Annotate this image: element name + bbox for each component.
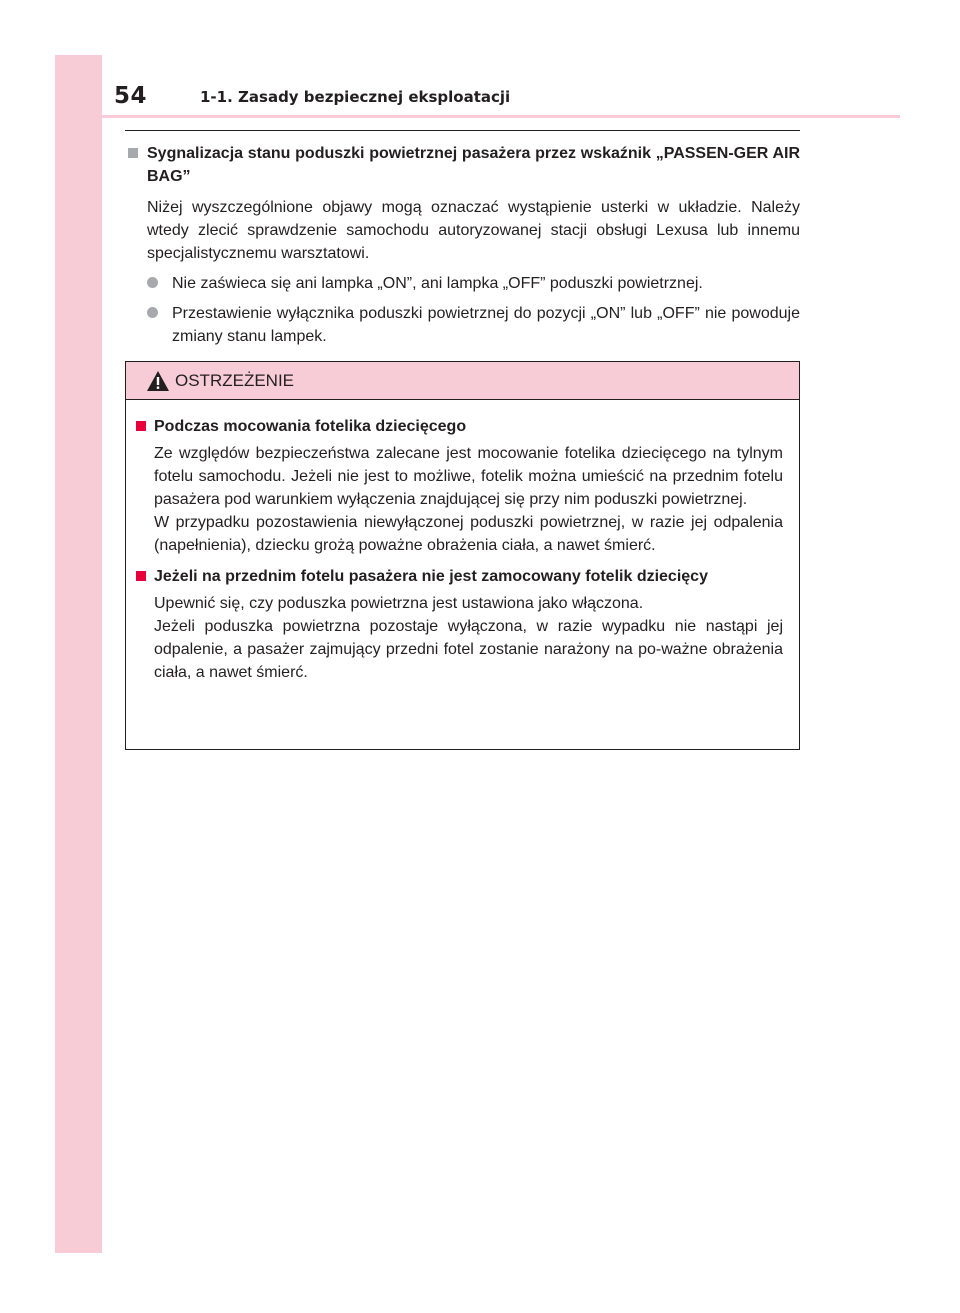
warning-item-heading [136, 415, 783, 438]
main-content [125, 142, 800, 348]
circle-bullet-icon [147, 277, 158, 288]
section-heading-text: Sygnalizacja stanu poduszki powietrznej pasażera przez wskaźnik „PASSEN-GER AIR BAG” [147, 145, 800, 185]
warning-box [125, 361, 800, 750]
section-intro: Niżej wyszczególnione objawy mogą oznaczać wystąpienie usterki w układzie. Należy wtedy zlecić sprawdzenie samochodu autoryzowanej stacji obsługi Lexusa lub innemu specjalistycznemu warsztatowi. [147, 199, 800, 262]
list-item-text: Nie zaświeca się ani lampka „ON”, ani lampka „OFF” poduszki powietrznej. [172, 275, 703, 292]
page-header [102, 55, 900, 118]
page-number: 54 [114, 83, 148, 109]
warning-body [126, 400, 799, 684]
left-margin-band [55, 55, 102, 1253]
list-item [147, 272, 800, 295]
warning-paragraph: Upewnić się, czy poduszka powietrzna jest ustawiona jako włączona. [154, 595, 644, 612]
warning-triangle-icon [146, 370, 170, 392]
circle-bullet-icon [147, 307, 158, 318]
warning-item-heading-text: Podczas mocowania fotelika dziecięcego [154, 418, 467, 435]
warning-item-heading-text: Jeżeli na przednim fotelu pasażera nie jest zamocowany fotelik dziecięcy [154, 568, 708, 585]
section-divider [125, 130, 800, 131]
square-bullet-icon [128, 148, 138, 158]
warning-title: OSTRZEŻENIE [175, 371, 295, 390]
warning-paragraph: Ze względów bezpieczeństwa zalecane jest mocowanie fotelika dziecięcego na tylnym fotelu samochodu. Jeżeli nie jest to możliwe, fotelik można umieścić na przednim fotelu pasażera pod warunkiem wyłączenia znajdującej się przy nim poduszki powietrznej. [154, 445, 783, 508]
warning-header [126, 362, 799, 400]
list-item [147, 302, 800, 348]
warning-item-heading [136, 565, 783, 588]
warning-paragraph: Jeżeli poduszka powietrzna pozostaje wyłączona, w razie wypadku nie nastąpi jej odpalenie, a pasażer zajmujący przedni fotel zostanie narażony na po-ważne obrażenia ciała, a nawet śmierć. [154, 618, 783, 681]
red-square-bullet-icon [136, 571, 146, 581]
list-item-text: Przestawienie wyłącznika poduszki powietrznej do pozycji „ON” lub „OFF” nie powoduje zmiany stanu lampek. [172, 305, 800, 345]
section-heading [125, 142, 800, 188]
red-square-bullet-icon [136, 421, 146, 431]
chapter-title: 1-1. Zasady bezpiecznej eksploatacji [200, 88, 511, 106]
warning-paragraph: W przypadku pozostawienia niewyłączonej poduszki powietrznej, w razie jej odpalenia (napełnienia), dziecku grożą poważne obrażenia ciała, a nawet śmierć. [154, 514, 783, 554]
